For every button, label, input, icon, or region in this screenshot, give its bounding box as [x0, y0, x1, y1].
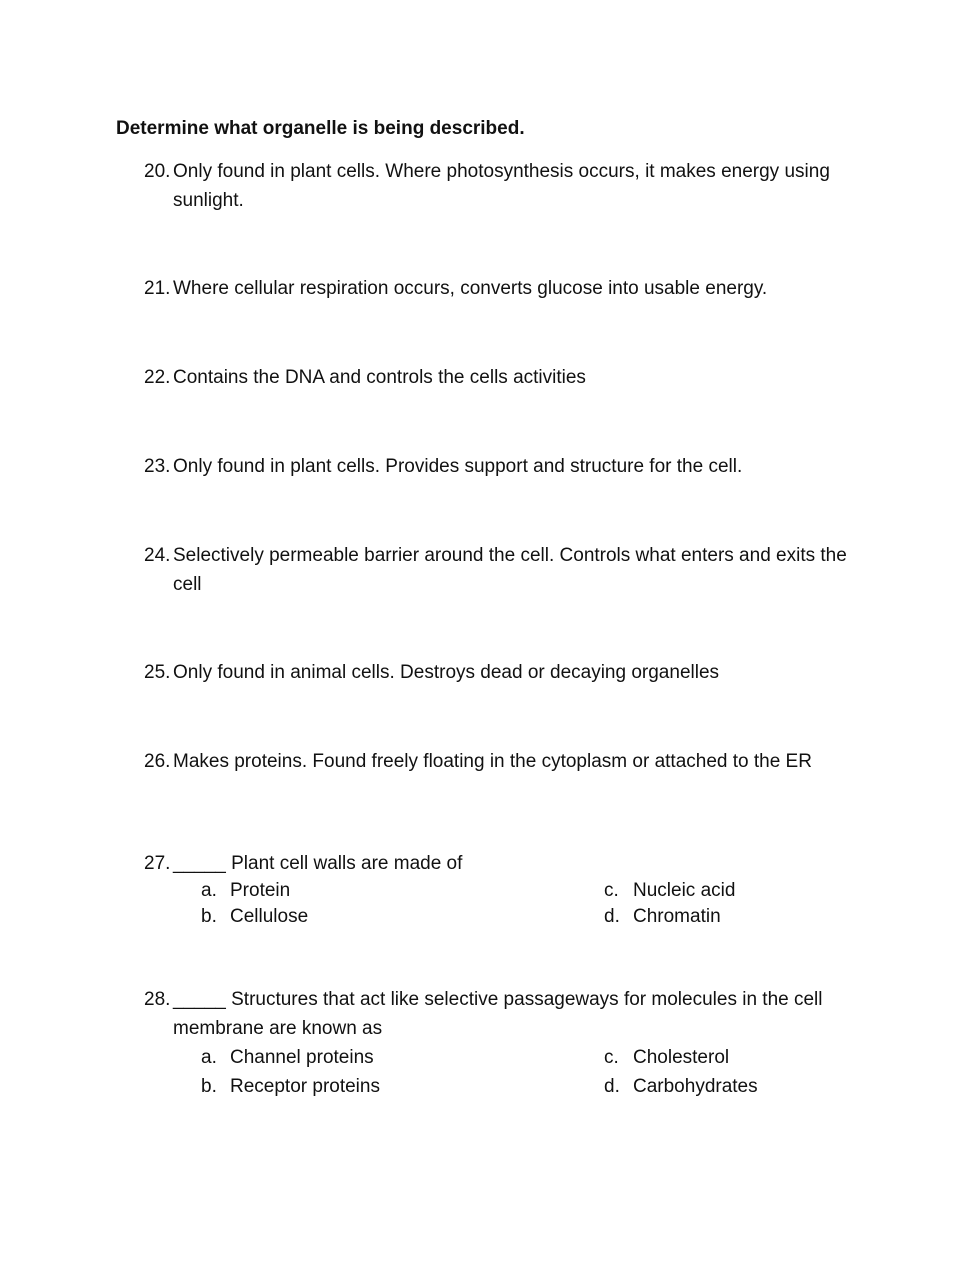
question-number: 26. [144, 751, 171, 772]
question-20 [144, 157, 849, 215]
question-23 [144, 452, 849, 481]
option-28c [604, 1045, 729, 1071]
question-number: 20. [144, 161, 171, 182]
question-text: _____ Structures that act like selective passageways for molecules in the cell membrane are known as [173, 989, 823, 1039]
question-number: 25. [144, 662, 171, 683]
option-text: Chromatin [633, 906, 721, 927]
option-letter: a. [201, 880, 217, 901]
option-letter: d. [604, 1076, 620, 1097]
option-letter: a. [201, 1047, 217, 1068]
option-letter: c. [604, 1047, 619, 1068]
question-text: Only found in plant cells. Provides support and structure for the cell. [173, 456, 743, 477]
question-text: Selectively permeable barrier around the cell. Controls what enters and exits the cell [173, 545, 847, 595]
question-28 [144, 985, 849, 1043]
question-27 [144, 849, 849, 878]
question-number: 27. [144, 853, 171, 874]
question-25 [144, 658, 849, 687]
question-text: Contains the DNA and controls the cells activities [173, 367, 586, 388]
question-text: Makes proteins. Found freely floating in the cytoplasm or attached to the ER [173, 751, 812, 772]
question-26 [144, 747, 849, 776]
option-27d [604, 904, 721, 930]
option-text: Cellulose [230, 906, 309, 927]
question-text: Where cellular respiration occurs, converts glucose into usable energy. [173, 278, 768, 299]
option-27b [201, 904, 308, 930]
question-number: 24. [144, 545, 171, 566]
question-24 [144, 541, 849, 599]
question-text: Only found in plant cells. Where photosynthesis occurs, it makes energy using sunlight. [173, 161, 830, 211]
option-text: Carbohydrates [633, 1076, 758, 1097]
option-27c [604, 878, 735, 904]
question-text: Only found in animal cells. Destroys dead or decaying organelles [173, 662, 720, 683]
question-text: _____ Plant cell walls are made of [173, 853, 463, 874]
question-21 [144, 274, 849, 303]
option-text: Cholesterol [633, 1047, 730, 1068]
question-number: 28. [144, 989, 171, 1010]
option-letter: c. [604, 880, 619, 901]
question-number: 23. [144, 456, 171, 477]
option-letter: d. [604, 906, 620, 927]
option-text: Channel proteins [230, 1047, 374, 1068]
option-text: Nucleic acid [633, 880, 736, 901]
question-number: 21. [144, 278, 171, 299]
option-text: Receptor proteins [230, 1076, 380, 1097]
section-heading: Determine what organelle is being described. [116, 118, 525, 139]
option-letter: b. [201, 1076, 217, 1097]
question-22 [144, 363, 849, 392]
option-28b [201, 1074, 380, 1100]
question-number: 22. [144, 367, 171, 388]
option-text: Protein [230, 880, 291, 901]
option-27a [201, 878, 290, 904]
option-28a [201, 1045, 374, 1071]
option-28d [604, 1074, 758, 1100]
option-letter: b. [201, 906, 217, 927]
